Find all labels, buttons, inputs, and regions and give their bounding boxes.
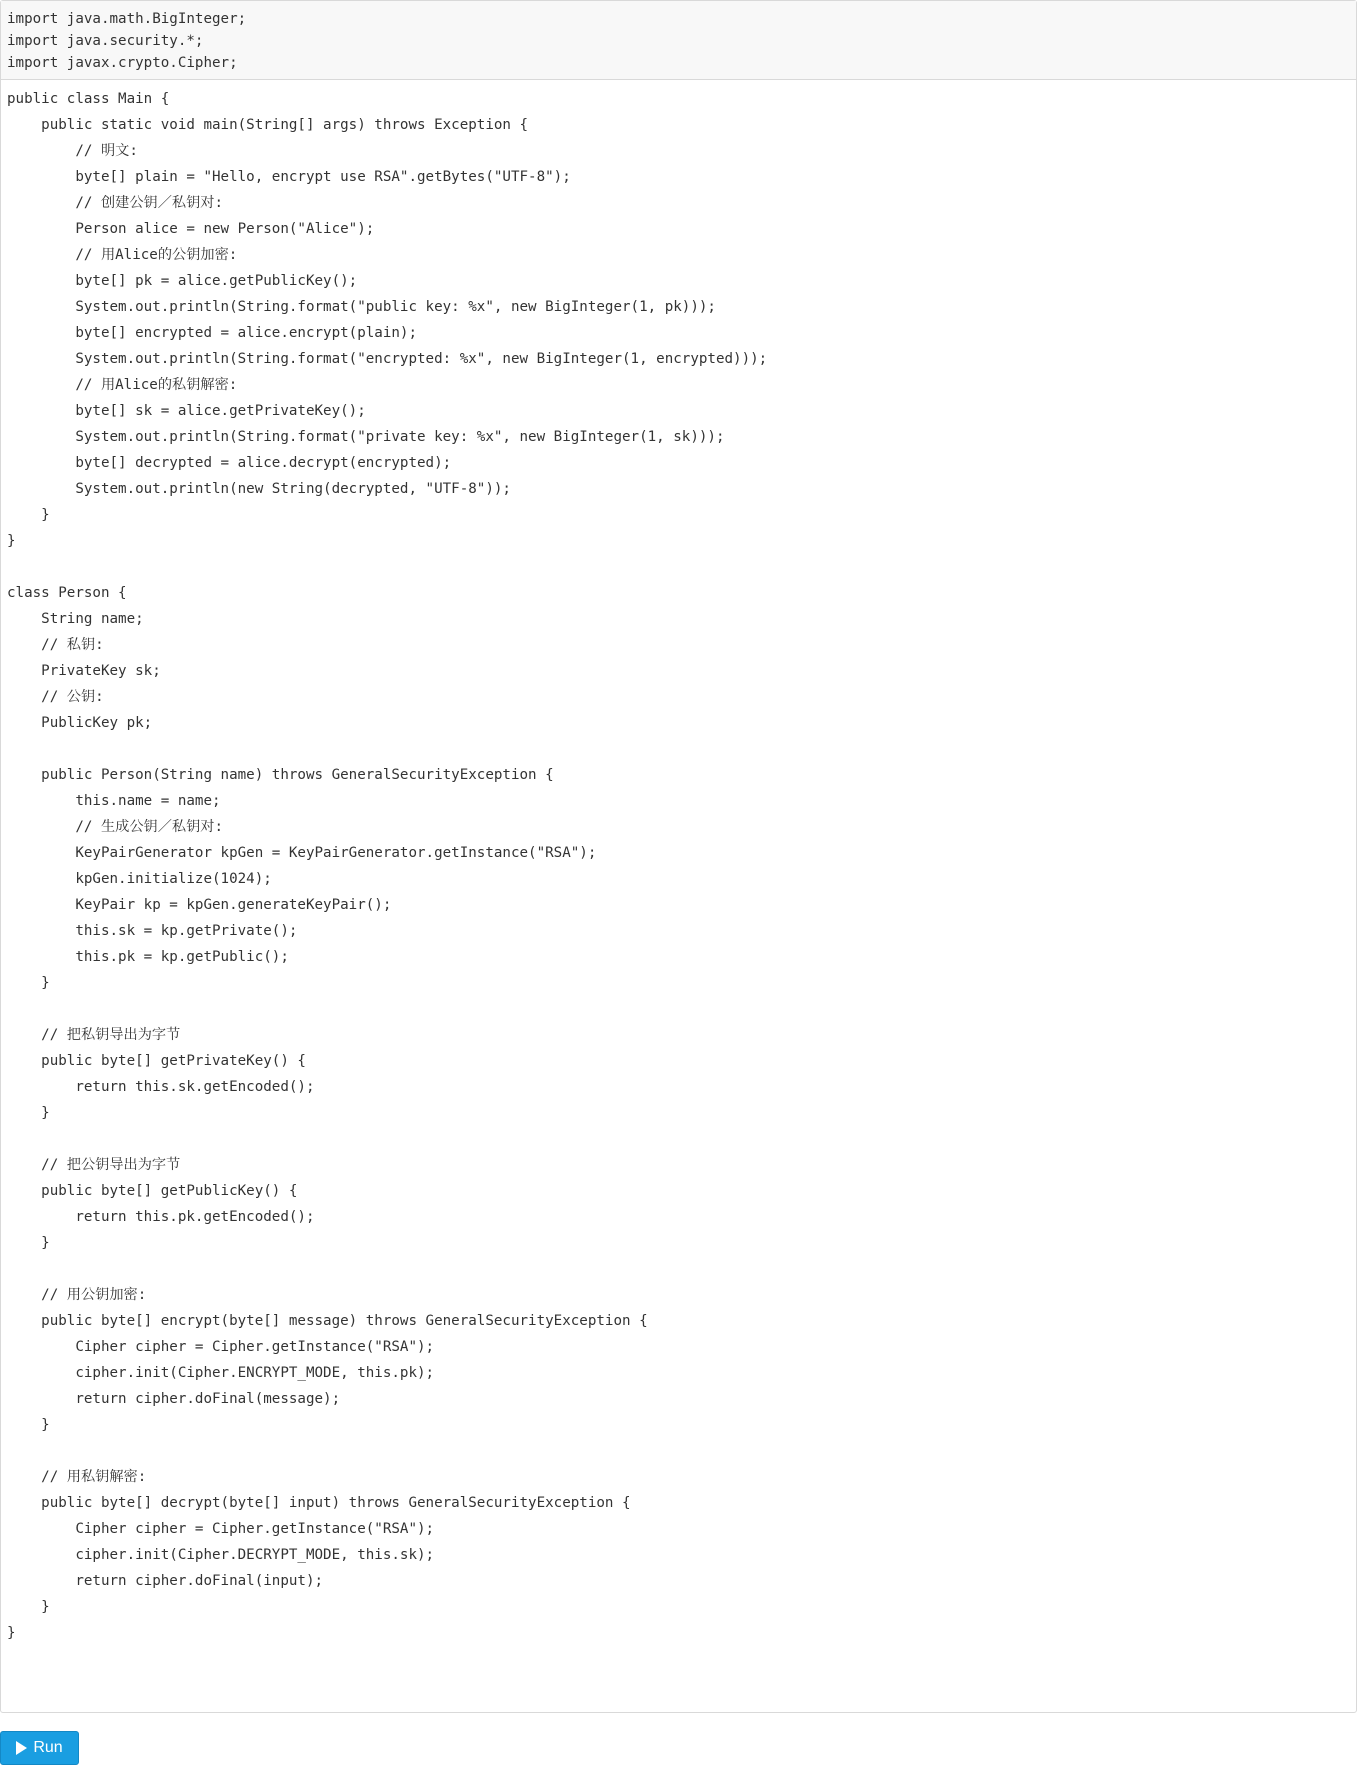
code-line: byte[] encrypted = alice.encrypt(plain);: [7, 325, 417, 341]
code-line: // 明文:: [7, 143, 138, 159]
code-line: System.out.println(String.format("private key: %x", new BigInteger(1, sk)));: [7, 429, 725, 445]
code-line: public byte[] getPrivateKey() {: [7, 1053, 306, 1069]
run-button-label: Run: [33, 1739, 63, 1756]
code-line: [7, 554, 1350, 580]
code-line: System.out.println(String.format("encrypted: %x", new BigInteger(1, encrypted)));: [7, 351, 768, 367]
code-line: [7, 1256, 1350, 1282]
code-line: // 用Alice的私钥解密:: [7, 377, 238, 393]
code-line: public byte[] encrypt(byte[] message) throws GeneralSecurityException {: [7, 1313, 648, 1329]
code-line: return this.pk.getEncoded();: [7, 1209, 315, 1225]
import-line: import javax.crypto.Cipher;: [7, 55, 238, 71]
code-line: byte[] decrypted = alice.decrypt(encrypted);: [7, 455, 452, 471]
code-line: return cipher.doFinal(message);: [7, 1391, 341, 1407]
code-line: PrivateKey sk;: [7, 663, 161, 679]
code-line: String name;: [7, 611, 144, 627]
code-line: public byte[] getPublicKey() {: [7, 1183, 298, 1199]
code-line: public class Main {: [7, 91, 170, 107]
code-body[interactable]: [1, 80, 1356, 1646]
code-line: // 创建公钥／私钥对:: [7, 195, 223, 211]
code-line: [7, 736, 1350, 762]
code-line: System.out.println(String.format("public key: %x", new BigInteger(1, pk)));: [7, 299, 716, 315]
code-line: }: [7, 1105, 50, 1121]
code-line: }: [7, 1235, 50, 1251]
code-line: }: [7, 507, 50, 523]
import-line: import java.math.BigInteger;: [7, 11, 247, 27]
code-line: System.out.println(new String(decrypted, "UTF-8"));: [7, 481, 511, 497]
code-line: cipher.init(Cipher.DECRYPT_MODE, this.sk);: [7, 1547, 435, 1563]
code-line: // 公钥:: [7, 689, 104, 705]
import-line: import java.security.*;: [7, 33, 204, 49]
code-line: // 把私钥导出为字节: [7, 1027, 181, 1043]
code-line: [7, 1438, 1350, 1464]
code-line: // 用私钥解密:: [7, 1469, 147, 1485]
code-line: this.pk = kp.getPublic();: [7, 949, 289, 965]
imports-section: [1, 1, 1356, 80]
code-line: byte[] pk = alice.getPublicKey();: [7, 273, 358, 289]
code-line: }: [7, 1417, 50, 1433]
code-line: // 用公钥加密:: [7, 1287, 147, 1303]
code-line: kpGen.initialize(1024);: [7, 871, 272, 887]
code-line: byte[] sk = alice.getPrivateKey();: [7, 403, 366, 419]
code-line: public byte[] decrypt(byte[] input) throws GeneralSecurityException {: [7, 1495, 631, 1511]
code-line: public Person(String name) throws GeneralSecurityException {: [7, 767, 554, 783]
run-button[interactable]: [0, 1731, 79, 1765]
code-line: return this.sk.getEncoded();: [7, 1079, 315, 1095]
code-line: this.sk = kp.getPrivate();: [7, 923, 298, 939]
code-line: }: [7, 1625, 16, 1641]
code-line: [7, 1126, 1350, 1152]
code-line: }: [7, 975, 50, 991]
code-line: PublicKey pk;: [7, 715, 153, 731]
code-line: KeyPair kp = kpGen.generateKeyPair();: [7, 897, 392, 913]
code-line: return cipher.doFinal(input);: [7, 1573, 324, 1589]
code-line: byte[] plain = "Hello, encrypt use RSA".getBytes("UTF-8");: [7, 169, 571, 185]
code-line: // 把公钥导出为字节: [7, 1157, 181, 1173]
code-line: }: [7, 1599, 50, 1615]
code-line: public static void main(String[] args) throws Exception {: [7, 117, 529, 133]
code-line: Cipher cipher = Cipher.getInstance("RSA");: [7, 1521, 435, 1537]
code-line: Person alice = new Person("Alice");: [7, 221, 375, 237]
code-line: // 生成公钥／私钥对:: [7, 819, 223, 835]
code-line: Cipher cipher = Cipher.getInstance("RSA");: [7, 1339, 435, 1355]
code-line: cipher.init(Cipher.ENCRYPT_MODE, this.pk);: [7, 1365, 435, 1381]
code-line: this.name = name;: [7, 793, 221, 809]
code-line: // 私钥:: [7, 637, 104, 653]
code-line: [7, 996, 1350, 1022]
code-line: }: [7, 533, 16, 549]
play-icon: [16, 1741, 27, 1755]
code-line: class Person {: [7, 585, 127, 601]
code-line: KeyPairGenerator kpGen = KeyPairGenerator.getInstance("RSA");: [7, 845, 597, 861]
code-line: // 用Alice的公钥加密:: [7, 247, 238, 263]
